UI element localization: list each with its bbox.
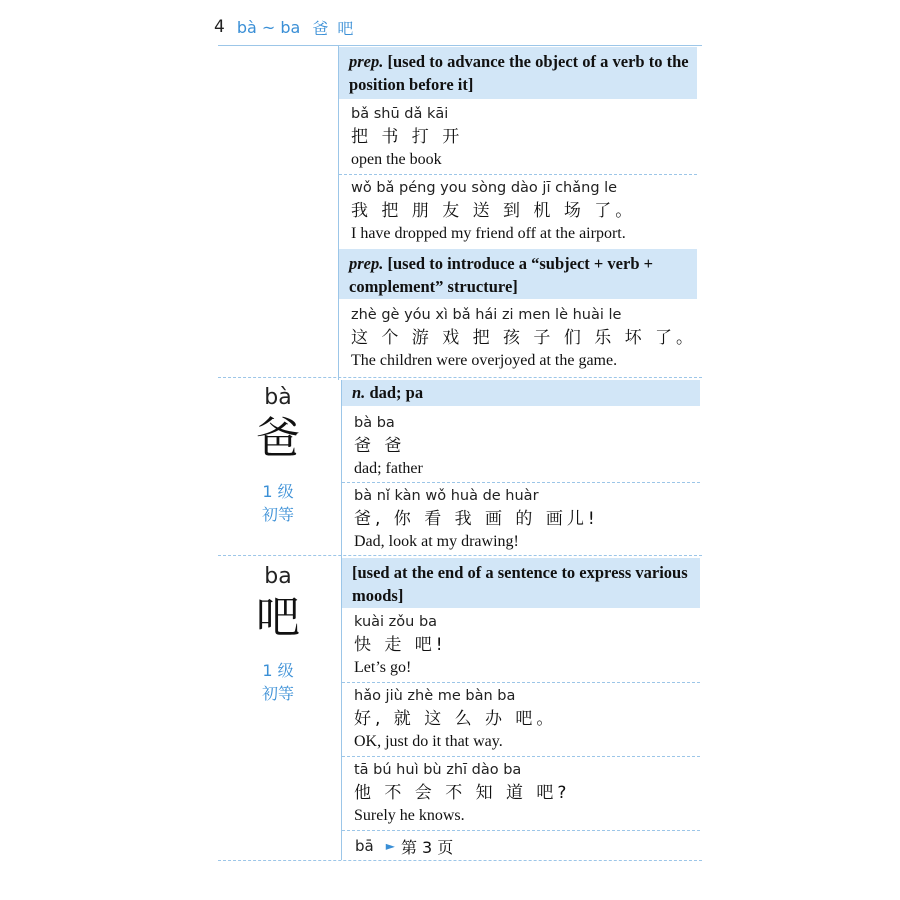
page-number: 4 [214,17,225,37]
cross-reference-page[interactable]: 第 3 页 [400,837,454,857]
example-pinyin: zhè gè yóu xì bǎ hái zi men lè huài le [351,307,622,323]
example-pinyin: wǒ bǎ péng you sòng dào jī chǎng le [351,180,618,196]
headword-pinyin: ba [264,564,292,589]
example-divider [342,482,700,483]
example-divider [342,830,700,831]
example [342,486,700,553]
example-pinyin: kuài zǒu ba [354,614,438,630]
sense-definition [339,249,697,299]
example-pinyin: bà nǐ kàn wǒ huà de huàr [354,488,539,504]
running-head [214,14,355,40]
entry-divider [218,555,702,556]
definition-text: [used to advance the object of a verb to the position before it] [349,52,689,94]
definition-text: [used at the end of a sentence to express various moods] [352,563,688,605]
example-english: Surely he knows. [354,807,465,824]
headword-block [218,384,338,526]
example-hanzi: 好, 就 这 么 办 吧。 [354,709,558,729]
example [342,686,700,753]
example [342,612,700,679]
example-hanzi: 这 个 游 戏 把 孩 子 们 乐 坏 了。 [351,328,698,348]
grade-label: 初等 [261,505,294,524]
bottom-rule [218,860,702,861]
example-english: OK, just do it that way. [354,733,503,750]
headword-block [218,563,338,705]
cross-reference-pinyin: bā [355,837,374,855]
sense-definition [342,380,700,406]
example-english: dad; father [354,460,423,477]
example-hanzi: 快 走 吧! [354,635,447,655]
running-head-range: bà ~ ba [236,17,301,37]
top-rule [218,45,702,46]
cross-reference[interactable] [343,834,453,858]
definition-text: dad; pa [369,383,424,402]
example-hanzi: 我 把 朋 友 送 到 机 场 了。 [351,201,637,221]
part-of-speech: n. [352,383,366,402]
example-pinyin: bà ba [354,415,395,431]
headword-pinyin: bà [264,385,292,410]
part-of-speech: prep. [349,254,384,273]
entry-divider [218,377,702,378]
example [339,178,697,245]
definition-text: [used to introduce a “subject + verb + complement” structure] [349,254,654,296]
example-pinyin: bǎ shū dǎ kāi [351,106,449,122]
hsk-level: 1 级 [262,661,294,680]
running-head-chars: 爸 吧 [312,18,356,38]
example [342,760,700,827]
example-hanzi: 把 书 打 开 [351,127,464,147]
arrow-right-icon: ► [385,839,395,853]
grade-label: 初等 [261,684,294,703]
sense-definition [339,47,697,99]
example-hanzi: 爸 爸 [354,436,406,456]
example-pinyin: hǎo jiù zhè me bàn ba [354,688,516,704]
example-english: open the book [351,151,442,168]
headword-char: 爸 [256,413,300,464]
example [339,104,697,171]
hsk-level: 1 级 [262,482,294,501]
part-of-speech: prep. [349,52,384,71]
example-divider [342,756,700,757]
example-english: Let’s go! [354,659,412,676]
example [339,305,697,372]
example-english: I have dropped my friend off at the airport. [351,225,626,242]
example-divider [339,174,697,175]
example-hanzi: 他 不 会 不 知 道 吧? [354,783,571,803]
example-hanzi: 爸, 你 看 我 画 的 画儿! [354,509,599,529]
example-pinyin: tā bú huì bù zhī dào ba [354,762,522,778]
example-english: Dad, look at my drawing! [354,533,519,550]
example-divider [342,682,700,683]
headword-char: 吧 [256,592,300,643]
example [342,413,700,480]
sense-definition [342,558,700,608]
example-english: The children were overjoyed at the game. [351,352,618,369]
